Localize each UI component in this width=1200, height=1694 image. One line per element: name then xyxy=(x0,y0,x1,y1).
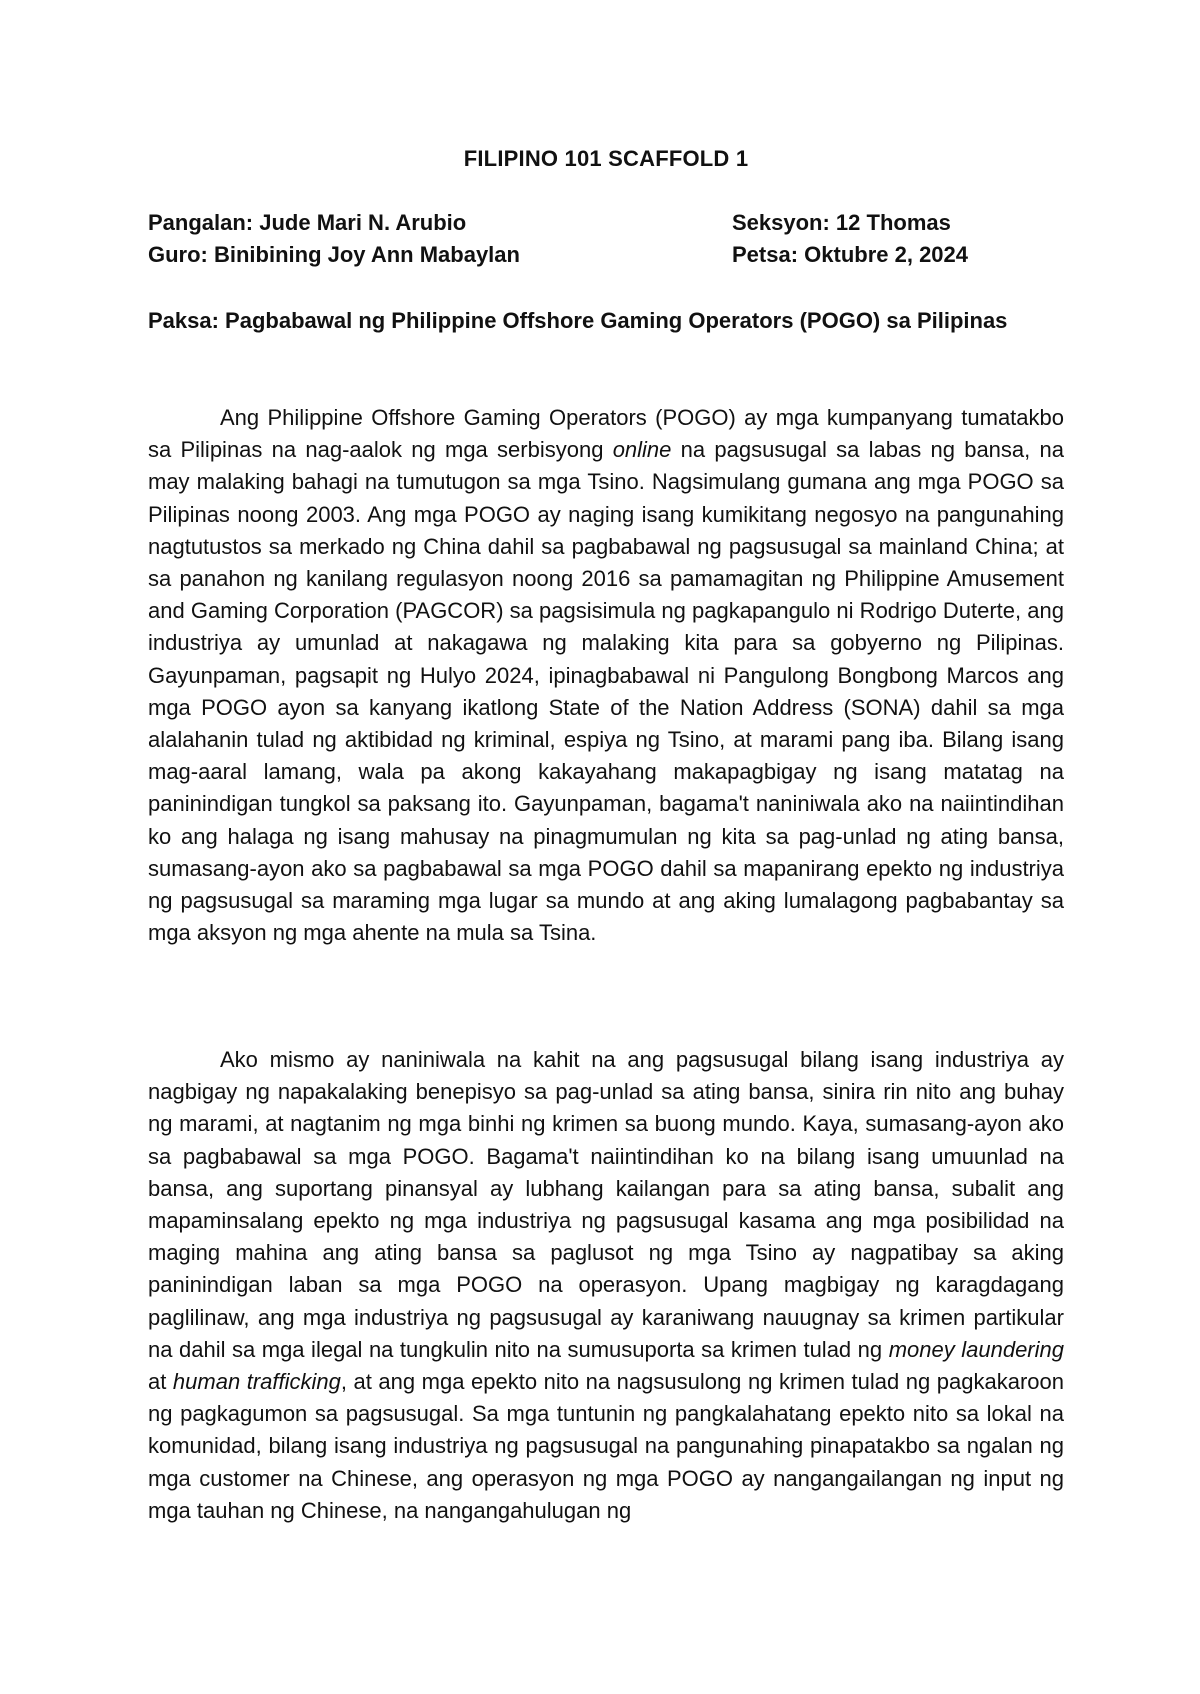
paragraph-1-text-c: na pagsusugal sa labas ng bansa, na may malaking bahagi na tumutugon sa mga Tsino. Nagsimulang gumana ang mga POGO sa Pilipinas noong 2003. Ang mga POGO ay naging isang kumikitang negosyo na pangunahing nagtutustos sa merkado ng China dahil sa pagbabawal ng pagsusugal sa mainland China; at sa panahon ng kanilang regulasyon noong 2016 sa pamamagitan ng Philippine Amusement and Gaming Corporation (PAGCOR) sa pagsisimula ng pagkapangulo ni Rodrigo Duterte, ang industriya ay umunlad at nakagawa ng malaking kita para sa gobyerno ng Pilipinas. Gayunpaman, pagsapit ng Hulyo 2024, ipinagbabawal ni Pangulong Bongbong Marcos ang mga POGO ayon sa kanyang ikatlong State of the Nation Address (SONA) dahil sa mga alalahanin tulad ng aktibidad ng kriminal, espiya ng Tsino, at marami pang iba. Bilang isang mag-aaral lamang, wala pa akong kakayahang makapagbigay ng isang matatag na paninindigan tungkol sa paksang ito. Gayunpaman, bagama't naniniwala ako na naiintindihan ko ang halaga ng isang mahusay na pinagmumulan ng kita sa pag-unlad ng ating bansa, sumasang-ayon ako sa pagbabawal sa mga POGO dahil sa mapanirang epekto ng industriya ng pagsusugal sa maraming mga lugar sa mundo at ang aking lumalagong pagbabantay sa mga aksyon ng mga ahente na mula sa Tsina. xyxy=(148,437,1064,946)
header-row-1 xyxy=(148,210,1064,240)
paragraph-2-italic-money-laundering: money laundering xyxy=(888,1336,1064,1362)
paragraph-1-text-a: Ang Philippine Offshore Gaming Operators (POGO) ay mga kumpanyang tumatakbo sa Pilipinas na nag-aalok ng mga serbisyong xyxy=(148,405,1064,463)
document-page xyxy=(148,0,1064,1694)
header-row-2 xyxy=(148,242,1064,272)
topic-heading: Paksa: Pagbabawal ng Philippine Offshore Gaming Operators (POGO) sa Pilipinas xyxy=(148,308,1008,333)
paragraph-1-italic-online: online xyxy=(612,437,672,463)
body-paragraph-2 xyxy=(148,1044,1064,1527)
section-label: Seksyon: 12 Thomas xyxy=(732,210,951,235)
body-paragraph-1 xyxy=(148,402,1064,949)
student-name: Pangalan: Jude Mari N. Arubio xyxy=(148,210,467,235)
paragraph-2-text-e: , at ang mga epekto nito na nagsusulong ng krimen tulad ng pagkakaroon ng pagkagumon sa pagsusugal. Sa mga tuntunin ng pangkalahatang epekto nito sa lokal na komunidad, bilang isang industriya ng pagsusugal na pangunahing pinapatakbo sa ngalan ng mga customer na Chinese, ang operasyon ng mga POGO ay nangangailangan ng input ng mga tauhan ng Chinese, na nangangahulugan ng xyxy=(148,1369,1065,1523)
teacher-name: Guro: Binibining Joy Ann Mabaylan xyxy=(148,242,520,267)
paragraph-2-italic-human-trafficking: human trafficking xyxy=(172,1369,341,1395)
document-title: FILIPINO 101 SCAFFOLD 1 xyxy=(463,146,749,171)
paragraph-2-text-c: at xyxy=(148,1369,173,1395)
date-label: Petsa: Oktubre 2, 2024 xyxy=(732,242,969,267)
paragraph-2-text-a: Ako mismo ay naniniwala na kahit na ang pagsusugal bilang isang industriya ay nagbigay ng napakalaking benepisyo sa pag-unlad sa ating bansa, sinira rin nito ang buhay ng marami, at nagtanim ng mga binhi ng krimen sa buong mundo. Kaya, sumasang-ayon ako sa pagbabawal sa mga POGO. Bagama't naiintindihan ko na bilang isang umuunlad na bansa, ang suportang pinansyal ay lubhang kailangan para sa ating bansa, subalit ang mapaminsalang epekto ng mga industriya ng pagsusugal kasama ang mga posibilidad na maging mahina ang ating bansa sa paglusot ng mga Tsino ay nagpatibay sa aking paninindigan laban sa mga POGO na operasyon. Upang magbigay ng karagdagang paglilinaw, ang mga industriya ng pagsusugal ay karaniwang nauugnay sa krimen partikular na dahil sa mga ilegal na tungkulin nito na sumusuporta sa krimen tulad ng xyxy=(148,1047,1064,1362)
